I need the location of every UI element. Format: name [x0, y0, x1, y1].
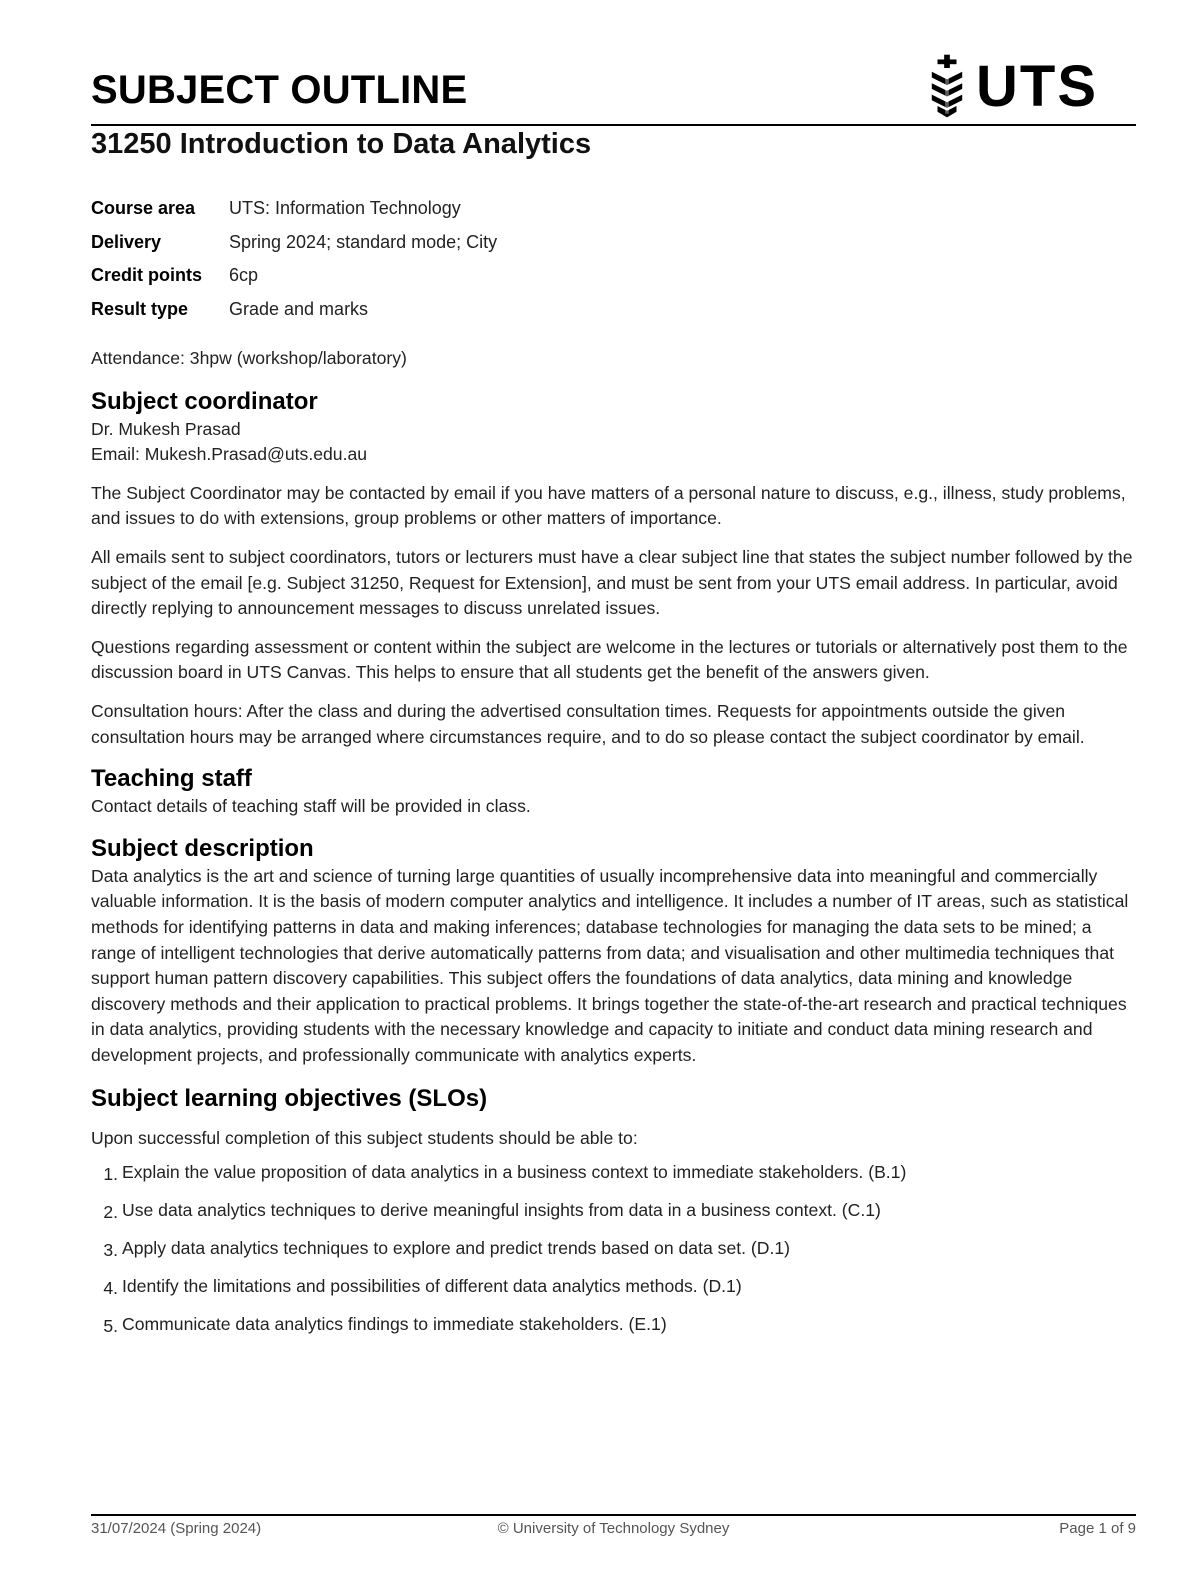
attendance-text: Attendance: 3hpw (workshop/laboratory)	[91, 348, 407, 368]
list-item-text: Explain the value proposition of data analytics in a business context to immediate stakeholders. (B.1)	[122, 1162, 907, 1183]
uts-emblem-icon	[928, 53, 966, 121]
list-item-number: 2.	[103, 1202, 118, 1223]
document-title: SUBJECT OUTLINE	[91, 68, 468, 112]
header-divider	[91, 124, 1136, 126]
coordinator-paragraph: The Subject Coordinator may be contacted by email if you have matters of a personal nature to discuss, e.g., illness, study problems, and issues to do with extensions, group problems or other matters of importance.	[91, 482, 1126, 529]
footer-copyright: © University of Technology Sydney	[497, 1520, 730, 1537]
meta-key: Credit points	[91, 265, 202, 286]
meta-row-course-area	[91, 192, 497, 226]
objectives-intro: Upon successful completion of this subject students should be able to:	[91, 1128, 638, 1149]
list-item-number: 4.	[103, 1278, 118, 1299]
meta-value: Grade and marks	[229, 298, 369, 319]
uts-logo	[928, 52, 1098, 122]
list-item-text: Identify the limitations and possibilities of different data analytics methods. (D.1)	[122, 1276, 742, 1297]
meta-key: Course area	[91, 198, 196, 219]
uts-logo-text: UTS	[976, 54, 1098, 119]
page-footer	[91, 1520, 1136, 1540]
section-heading-coordinator: Subject coordinator	[91, 387, 318, 415]
list-item-text: Use data analytics techniques to derive meaningful insights from data in a business context. (C.1)	[122, 1200, 881, 1221]
coordinator-email[interactable]: Email: Mukesh.Prasad@uts.edu.au	[91, 444, 368, 465]
meta-row-delivery	[91, 226, 497, 260]
list-item-number: 3.	[103, 1240, 118, 1261]
list-item	[91, 1160, 1136, 1198]
document-body	[91, 346, 1136, 1350]
list-item	[91, 1274, 1136, 1312]
subject-meta-table	[91, 192, 497, 326]
description-text: Data analytics is the art and science of turning large quantities of usually incomprehensive data into meaningful and commercially valuable information. It is the basis of modern computer analytics and intelligence. It includes a number of IT areas, such as statistical methods for identifying patterns in data and making inferences; database technologies for managing the data sets to be mined; a range of intelligent technologies that derive automatically patterns from data; and visualisation and other multimedia techniques that support human pattern discovery capabilities. This subject offers the foundations of data analytics, data mining and knowledge discovery methods and their application to practical problems. It brings together the state-of-the-art research and practical techniques in data analytics, providing students with the necessary knowledge and capacity to initiate and conduct data mining research and development projects, and professionally communicate with analytics experts.	[91, 865, 1129, 1065]
meta-row-credit-points	[91, 259, 497, 293]
meta-key: Result type	[91, 298, 189, 319]
footer-date: 31/07/2024 (Spring 2024)	[91, 1520, 262, 1537]
meta-value: Spring 2024; standard mode; City	[229, 231, 498, 252]
meta-value: UTS: Information Technology	[229, 198, 461, 219]
objectives-list	[91, 1160, 1136, 1350]
list-item-number: 1.	[103, 1164, 118, 1185]
list-item-text: Communicate data analytics findings to immediate stakeholders. (E.1)	[122, 1314, 667, 1335]
coordinator-paragraph: All emails sent to subject coordinators, tutors or lecturers must have a clear subject line that states the subject number followed by the subject of the email [e.g. Subject 31250, Request for Extension], and must be sent from your UTS email address. In particular, avoid directly replying to announcement messages to discuss unrelated issues.	[91, 546, 1133, 619]
section-heading-description: Subject description	[91, 834, 314, 862]
list-item	[91, 1236, 1136, 1274]
coordinator-paragraph: Questions regarding assessment or content within the subject are welcome in the lectures or tutorials or alternatively post them to the discussion board in UTS Canvas. This helps to ensure that all students get the benefit of the answers given.	[91, 636, 1128, 683]
teaching-staff-text: Contact details of teaching staff will be provided in class.	[91, 796, 531, 817]
list-item-number: 5.	[103, 1316, 118, 1337]
list-item	[91, 1312, 1136, 1350]
subject-title: 31250 Introduction to Data Analytics	[91, 128, 592, 160]
section-heading-objectives: Subject learning objectives (SLOs)	[91, 1085, 488, 1113]
list-item	[91, 1198, 1136, 1236]
list-item-text: Apply data analytics techniques to explore and predict trends based on data set. (D.1)	[122, 1238, 790, 1259]
meta-value: 6cp	[229, 265, 259, 286]
meta-key: Delivery	[91, 231, 162, 252]
footer-page-number: Page 1 of 9	[1059, 1520, 1136, 1537]
footer-divider	[91, 1514, 1136, 1516]
meta-row-result-type	[91, 293, 497, 327]
section-heading-teaching-staff: Teaching staff	[91, 765, 252, 793]
coordinator-paragraph: Consultation hours: After the class and during the advertised consultation times. Requests for appointments outside the given consultation hours may be arranged where circumstances require, and to do so please contact the subject coordinator by email.	[91, 700, 1085, 747]
coordinator-name: Dr. Mukesh Prasad	[91, 418, 241, 439]
